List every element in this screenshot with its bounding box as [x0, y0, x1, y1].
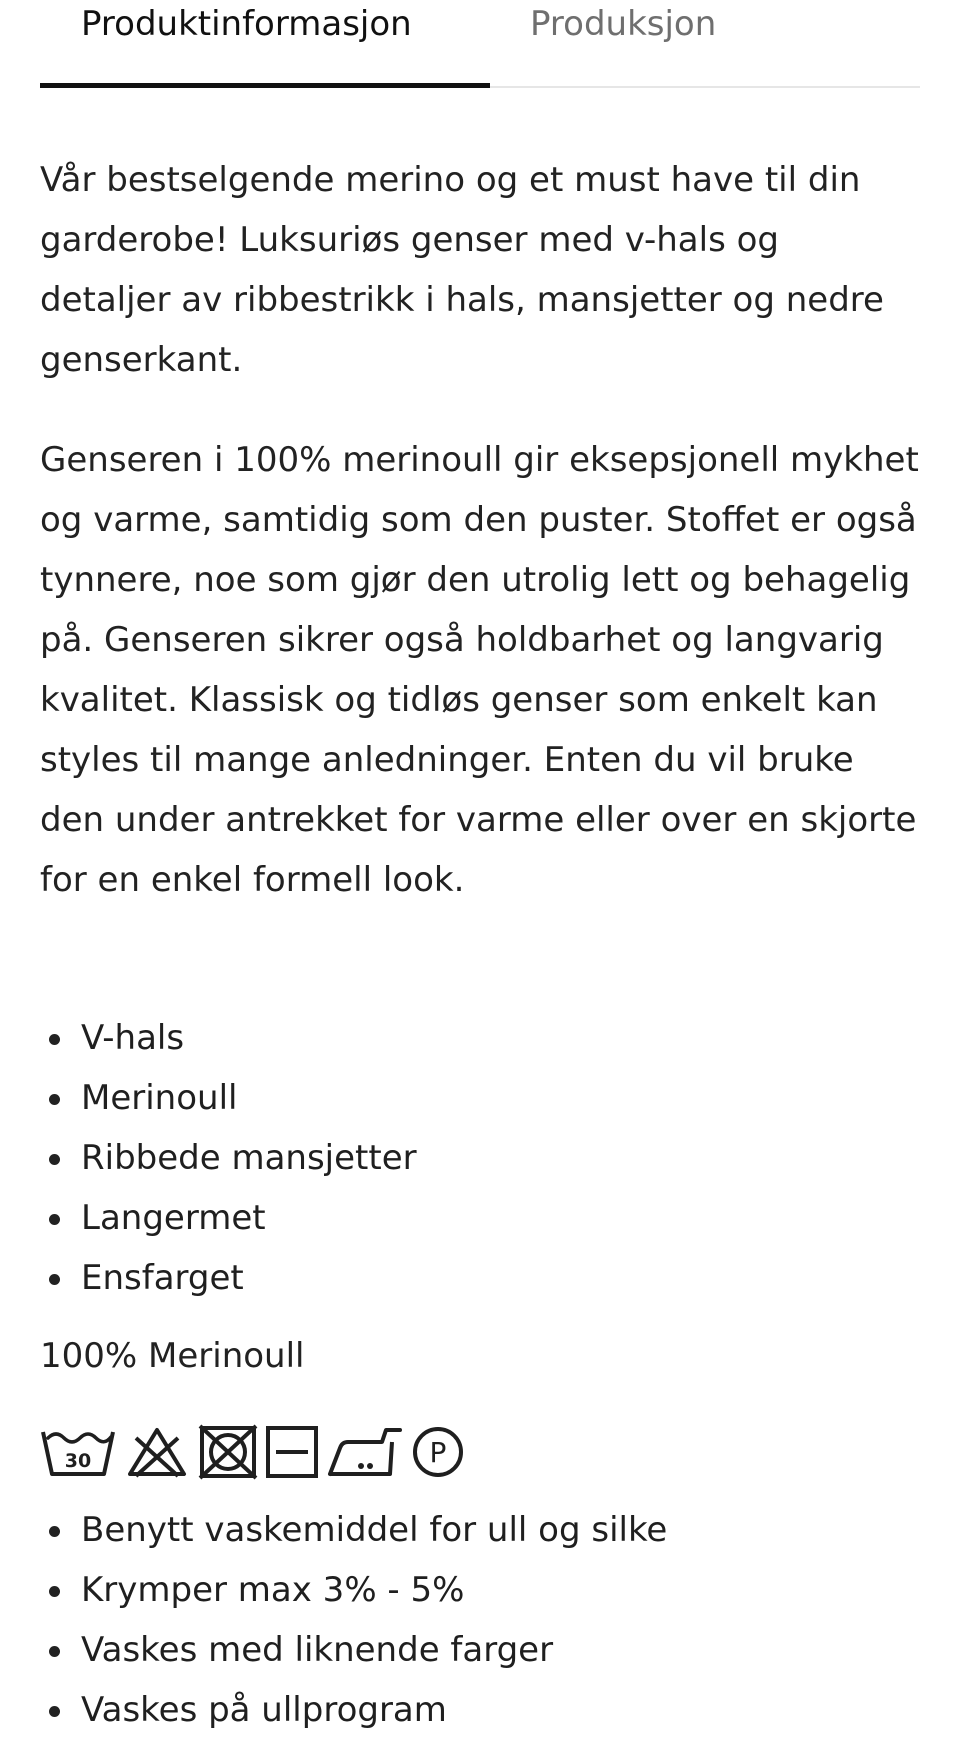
line-dry-icon	[264, 1424, 320, 1480]
list-item: Ensfarget	[40, 1248, 417, 1308]
iron-medium-icon	[326, 1424, 404, 1480]
description-paragraph-2: Genseren i 100% merinoull gir eksepsjonell mykhet og varme, samtidig som den puster. Stoffet er også tynnere, noe som gjør den utrolig lett og behagelig på. Genseren sikrer også holdbarhet og langvarig kvalitet. Klassisk og tidløs genser som enkelt kan styles til mange anledninger. Enten du vil bruke den under antrekket for varme eller over en skjorte for en enkel formell look.	[40, 440, 919, 900]
no-bleach-icon	[124, 1424, 190, 1480]
list-item: Vaskes på ullprogram	[40, 1680, 667, 1740]
active-tab-indicator	[40, 83, 490, 88]
wash-temperature: 30	[64, 1450, 92, 1472]
feature-list	[40, 1008, 417, 1308]
description-paragraph-1: Vår bestselgende merino og et must have til din garderobe! Luksuriøs genser med v-hals og detaljer av ribbestrikk i hals, mansjetter og nedre genserkant.	[40, 160, 884, 380]
material-composition: 100% Merinoull	[40, 1336, 305, 1376]
professional-dry-clean-p-icon	[410, 1424, 466, 1480]
list-item: Merinoull	[40, 1068, 417, 1128]
list-item: Benytt vaskemiddel for ull og silke	[40, 1500, 667, 1560]
product-tabs	[40, 0, 920, 88]
product-description	[40, 150, 920, 910]
list-item: Vaskes med liknende farger	[40, 1620, 667, 1680]
tab-produktinformasjon[interactable]: Produktinformasjon	[81, 4, 412, 44]
care-instructions-list	[40, 1500, 667, 1740]
wash-30-icon	[40, 1424, 116, 1480]
tab-produksjon[interactable]: Produksjon	[530, 4, 717, 44]
list-item: Langermet	[40, 1188, 417, 1248]
no-tumble-dry-icon	[196, 1424, 260, 1480]
list-item: Krymper max 3% - 5%	[40, 1560, 667, 1620]
dryclean-letter: P	[429, 1436, 447, 1469]
care-symbols	[40, 1424, 466, 1480]
list-item: Ribbede mansjetter	[40, 1128, 417, 1188]
list-item: V-hals	[40, 1008, 417, 1068]
